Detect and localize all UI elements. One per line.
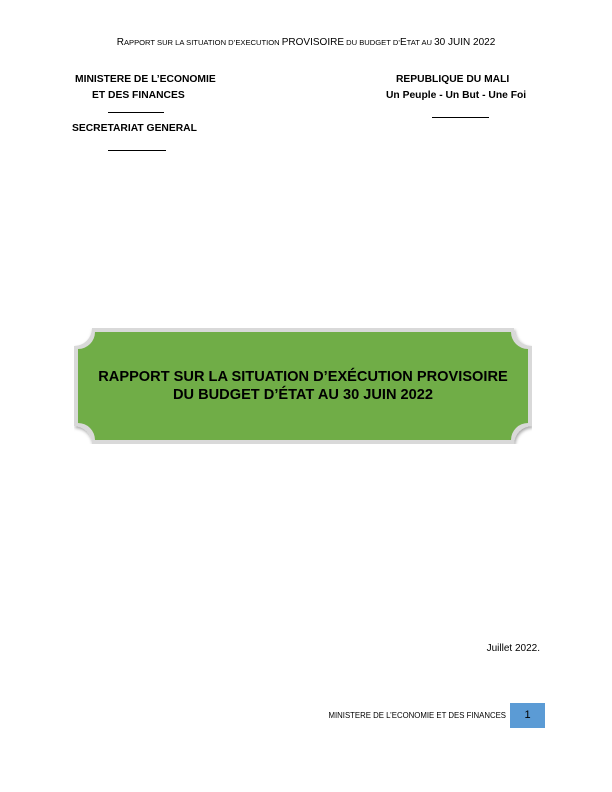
secretariat-separator	[108, 150, 166, 151]
report-title-line1: RAPPORT SUR LA SITUATION D’EXÉCUTION PROVISOIRE	[98, 369, 508, 385]
report-title	[74, 368, 532, 404]
republic-separator	[432, 117, 489, 118]
page-number-badge: 1	[510, 703, 545, 728]
ministry-separator	[108, 112, 164, 113]
running-header-part: APPORT SUR LA SITUATION D’EXECUTION	[123, 38, 282, 47]
running-header-part: E	[400, 37, 407, 48]
report-title-line2: DU BUDGET D’ÉTAT AU 30 JUIN 2022	[172, 387, 434, 403]
ministry-name-line2: ET DES FINANCES	[92, 90, 185, 101]
secretariat-name: SECRETARIAT GENERAL	[72, 123, 197, 134]
publication-date: Juillet 2022.	[486, 643, 540, 654]
running-header-part: R	[116, 37, 124, 48]
running-header-part: DU BUDGET D’	[344, 38, 400, 47]
running-header-part: PROVISOIRE	[281, 37, 345, 48]
country-name: REPUBLIQUE DU MALI	[396, 74, 510, 85]
running-header-part: 30 JUIN 2022	[434, 37, 496, 48]
running-header-part: TAT AU	[406, 38, 435, 47]
report-title-box	[74, 328, 532, 444]
ministry-name-line1: MINISTERE DE L’ECONOMIE	[75, 74, 216, 85]
national-motto: Un Peuple - Un But - Une Foi	[386, 90, 527, 101]
running-header	[0, 37, 612, 48]
footer-ministry: MINISTERE DE L’ECONOMIE ET DES FINANCES	[328, 711, 506, 720]
